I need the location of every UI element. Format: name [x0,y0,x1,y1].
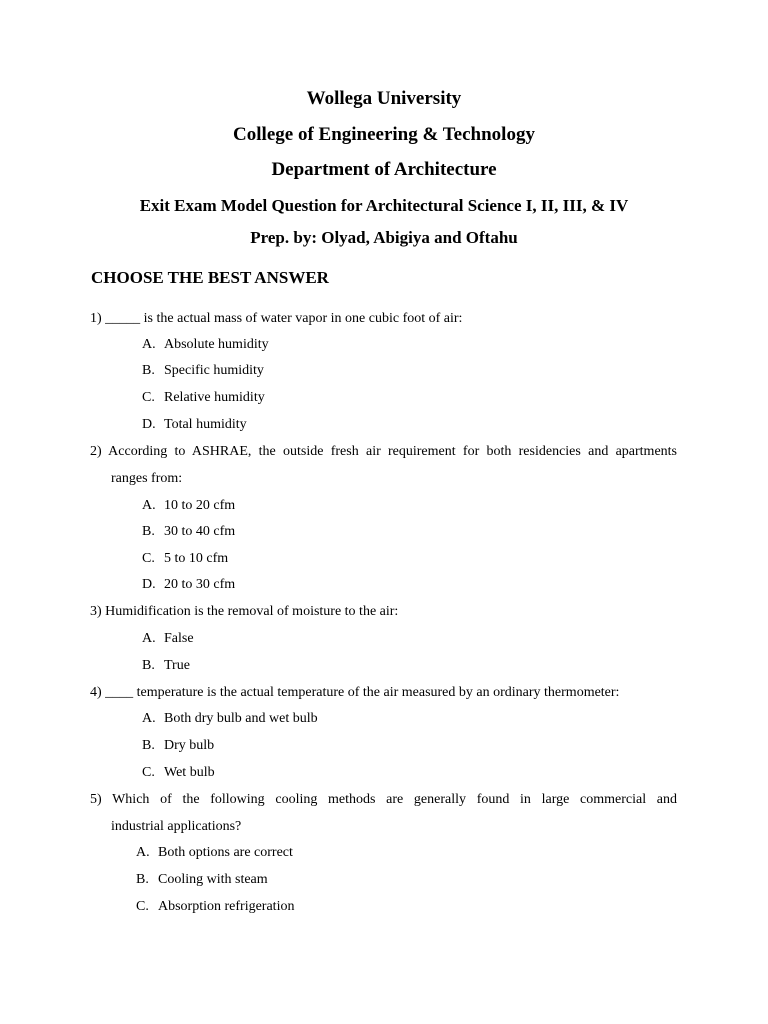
option-letter: C. [142,765,155,780]
question-2: 2) According to ASHRAE, the outside fresh air requirement for both residencies and apartments [90,444,677,459]
question-1-option-d [142,416,247,434]
university-title: Wollega University [306,88,462,109]
option-text: Total humidity [164,417,247,432]
option-letter: B. [136,872,149,887]
option-letter: C. [142,390,155,405]
option-letter: A. [142,337,156,352]
option-letter: A. [136,845,150,860]
question-3-option-a [142,630,194,648]
question-1-option-b [142,362,264,380]
option-text: Wet bulb [164,765,215,780]
option-letter: A. [142,711,156,726]
option-letter: A. [142,631,156,646]
college-title: College of Engineering & Technology [233,124,535,145]
question-5-option-c [136,898,294,916]
question-1: 1) _____ is the actual mass of water vapor in one cubic foot of air: [90,311,463,326]
option-text: Absolute humidity [164,337,269,352]
question-5-option-a [136,844,293,862]
exam-title: Exit Exam Model Question for Architectural Science I, II, III, & IV [139,196,629,215]
option-text: 30 to 40 cfm [164,524,236,539]
question-2-option-b [142,523,235,541]
option-text: True [164,658,190,673]
option-letter: C. [142,551,155,566]
question-5: 5) Which of the following cooling methods are generally found in large commercial and [90,792,677,807]
question-5-option-b [136,871,268,889]
option-text: 10 to 20 cfm [164,498,236,513]
prepared-by: Prep. by: Olyad, Abigiya and Oftahu [250,228,518,247]
option-letter: A. [142,498,156,513]
option-text: Relative humidity [164,390,265,405]
question-5-continued: industrial applications? [111,819,242,834]
question-1-option-c [142,389,265,407]
option-text: 5 to 10 cfm [164,551,229,566]
option-text: Dry bulb [164,738,215,753]
question-2-option-c [142,550,228,568]
question-3-option-b [142,657,190,675]
option-text: Both options are correct [158,845,293,860]
option-letter: C. [136,899,149,914]
question-2-option-d [142,576,235,594]
option-letter: B. [142,738,155,753]
option-text: Both dry bulb and wet bulb [164,711,318,726]
option-text: 20 to 30 cfm [164,577,236,592]
question-4-option-b [142,737,214,755]
option-letter: B. [142,363,155,378]
question-4-option-c [142,764,215,782]
question-2-continued: ranges from: [111,471,183,486]
option-text: Cooling with steam [158,872,268,887]
question-1-option-a [142,336,269,354]
option-text: Absorption refrigeration [158,899,295,914]
question-4-option-a [142,710,318,728]
option-text: False [164,631,194,646]
question-4: 4) ____ temperature is the actual temperature of the air measured by an ordinary thermometer: [90,685,620,700]
department-title: Department of Architecture [271,159,497,180]
section-title: CHOOSE THE BEST ANSWER [91,268,329,287]
question-2-option-a [142,497,235,515]
option-letter: B. [142,524,155,539]
option-letter: B. [142,658,155,673]
option-text: Specific humidity [164,363,264,378]
question-3: 3) Humidification is the removal of moisture to the air: [90,604,399,619]
option-letter: D. [142,417,156,432]
option-letter: D. [142,577,156,592]
